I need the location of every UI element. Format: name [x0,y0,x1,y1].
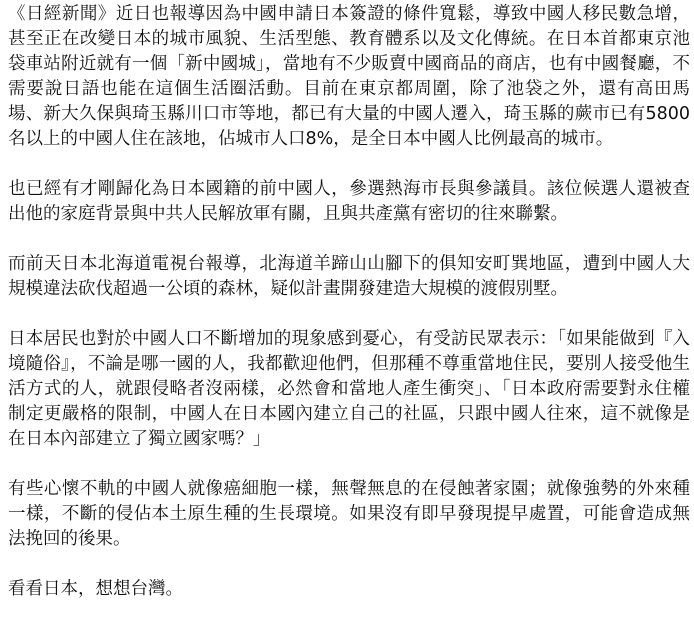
paragraph-hokkaido-logging: 而前天日本北海道電視台報導，北海道羊蹄山山腳下的俱知安町巽地區，遭到中國人大規模違法砍伐超過一公頃的森林，疑似計畫開發建造大規模的渡假別墅。 [8,254,690,299]
article-body [8,2,690,602]
paragraph-nikkei-report: 《日經新聞》近日也報導因為中國申請日本簽證的條件寬鬆，導致中國人移民數急增，甚至正在改變日本的城市風貌、生活型態、教育體系以及文化傳統。在日本首都東京池袋車站附近就有一個「新中國城」，當地有不少販賣中國商品的商店，也有中國餐廳，不需要說日語也能在這個生活圈活動。目前在東京都周圍，除了池袋之外，還有高田馬場、新大久保與琦玉縣川口市等地，都已有大量的中國人遷入，琦玉縣的蕨市已有5800名以上的中國人住在該地，佔城市人口8%，是全日本中國人比例最高的城市。 [8,4,690,149]
paragraph-closing: 看看日本，想想台灣。 [8,579,183,599]
paragraph-invasive-analogy: 有些心懷不軌的中國人就像癌細胞一樣，無聲無息的在侵蝕著家園；就像強勢的外來種一樣，不斷的侵佔本土原生種的生長環境。如果沒有即早發現提早處置，可能會造成無法挽回的後果。 [8,479,690,549]
paragraph-resident-concerns: 日本居民也對於中國人口不斷增加的現象感到憂心，有受訪民眾表示：「如果能做到『入境隨俗』，不論是哪一國的人，我都歡迎他們，但那種不尊重當地住民，要別人接受他生活方式的人，就跟侵略者沒兩樣，必然會和當地人產生衝突」、「日本政府需要對永住權制定更嚴格的限制，中國人在日本國內建立自己的社區，只跟中國人往來，這不就像是在日本內部建立了獨立國家嗎？」 [8,329,690,449]
paragraph-naturalized-candidate: 也已經有才剛歸化為日本國籍的前中國人，參選熱海市長與參議員。該位候選人還被查出他的家庭背景與中共人民解放軍有關，且與共產黨有密切的往來聯繫。 [8,179,690,224]
